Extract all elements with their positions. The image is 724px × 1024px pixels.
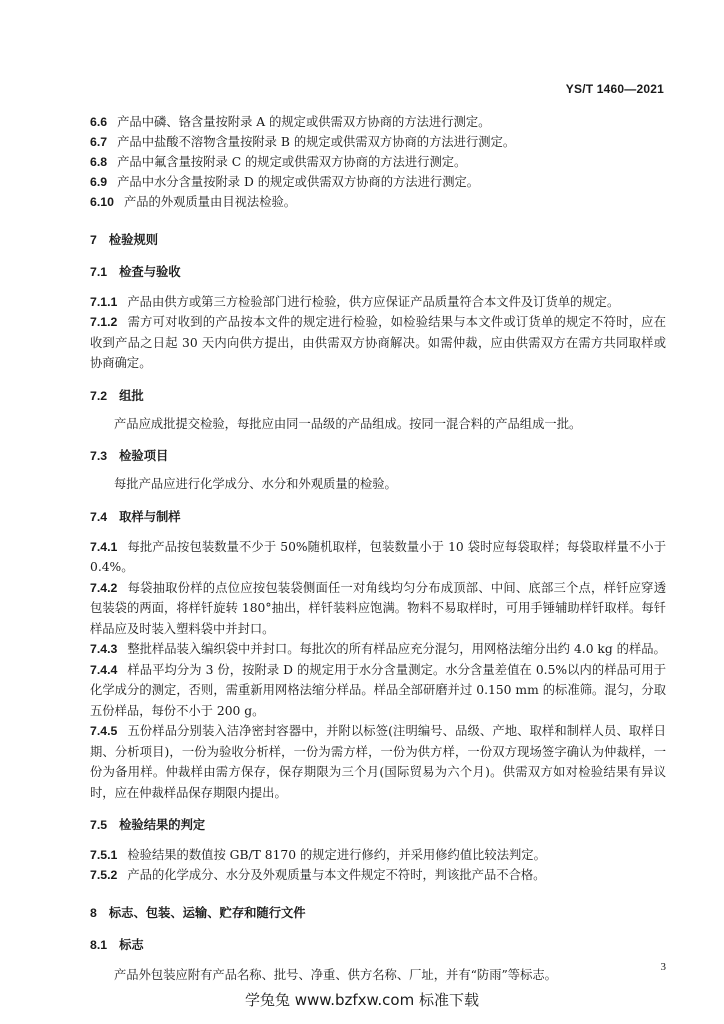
heading-number: 7 (90, 233, 97, 247)
clause-text: 检验结果的数值按 GB/T 8170 的规定进行修约，并采用修约值比较法判定。 (127, 848, 546, 862)
clause-number: 7.1.1 (90, 295, 118, 309)
clause-number: 7.1.2 (90, 315, 118, 329)
heading-number: 7.4 (90, 509, 108, 524)
clause-6-7 (90, 132, 666, 152)
heading-number: 8.1 (90, 938, 108, 952)
clause-number: 7.5.2 (90, 868, 118, 882)
clause-text: 整批样品装入编织袋中并封口。每批次的所有样品应充分混匀，用网格法缩分出约 4.0 kg 的样品。 (127, 642, 666, 656)
clause-number: 7.4.1 (90, 539, 118, 554)
document-body (90, 112, 666, 986)
clause-number: 6.7 (90, 135, 108, 149)
clause-7-1-2 (90, 312, 666, 374)
clause-number: 7.4.5 (90, 724, 118, 738)
clause-text: 产品由供方或第三方检验部门进行检验，供方应保证产品质量符合本文件及订货单的规定。 (127, 295, 620, 309)
clause-text: 产品中磷、铬含量按附录 A 的规定或供需双方协商的方法进行测定。 (117, 115, 491, 129)
paragraph-7-3: 每批产品应进行化学成分、水分和外观质量的检验。 (114, 477, 397, 491)
clause-number: 7.5.1 (90, 848, 118, 862)
heading-title: 取样与制样 (119, 509, 181, 524)
clause-text: 样品平均分为 3 份，按附录 D 的规定用于水分含量测定。水分含量差值在 0.5%以内的样品可用于化学成分的测定，否则，需重新用网格法缩分样品。样品全部研磨并过 0.150 mm 的标准筛。混匀，分取五份样品，每份不小于 200 g。 (90, 662, 666, 718)
heading-number: 7.1 (90, 265, 108, 279)
clause-7-4-1 (90, 537, 666, 578)
clause-text: 产品中氟含量按附录 C 的规定或供需双方协商的方法进行测定。 (117, 155, 467, 169)
clause-text: 每批产品按包装数量不少于 50%随机取样，包装数量小于 10 袋时应每袋取样；每袋取样量不小于 0.4%。 (90, 539, 666, 574)
heading-7-1 (90, 262, 666, 282)
paragraph-7-2: 产品应成批提交检验，每批应由同一品级的产品组成。按同一混合料的产品组成一批。 (114, 416, 582, 431)
clause-number: 6.8 (90, 155, 108, 169)
clause-7-1-1 (90, 292, 666, 312)
clause-7-4-2 (90, 578, 666, 640)
footer-watermark: 学兔兔 www.bzfxw.com 标准下载 (245, 991, 479, 1009)
clause-7-4-5 (90, 721, 666, 803)
paragraph-8-1: 产品外包装应附有产品名称、批号、净重、供方名称、厂址，并有“防雨”等标志。 (114, 968, 557, 982)
clause-7-4-4 (90, 660, 666, 722)
heading-title: 标志 (119, 938, 144, 952)
heading-7-4 (90, 507, 666, 527)
heading-title: 检验结果的判定 (119, 818, 206, 832)
clause-text: 产品中水分含量按附录 D 的规定或供需双方协商的方法进行测定。 (117, 175, 480, 189)
document-code: YS/T 1460—2021 (565, 82, 664, 96)
clause-7-5-2 (90, 865, 666, 885)
clause-number: 7.4.2 (90, 580, 118, 595)
heading-number: 7.2 (90, 388, 108, 403)
heading-title: 组批 (119, 388, 144, 403)
clause-number: 6.6 (90, 115, 108, 129)
clause-number: 6.9 (90, 175, 108, 189)
heading-number: 8 (90, 906, 97, 920)
heading-title: 检查与验收 (119, 265, 181, 279)
page-number: 3 (660, 961, 666, 973)
clause-number: 7.4.3 (90, 642, 118, 656)
clause-text: 每袋抽取份样的点位应按包装袋侧面任一对角线均匀分布成顶部、中间、底部三个点，样钎应穿透包装袋的两面，将样钎旋转 180°抽出，样钎装料应饱满。物料不易取样时，可用手锤辅助样钎取样。每钎样品应及时装入塑料袋中并封口。 (90, 580, 666, 636)
heading-7-5 (90, 815, 666, 835)
heading-number: 7.5 (90, 818, 108, 832)
clause-text: 产品的化学成分、水分及外观质量与本文件规定不符时，判该批产品不合格。 (127, 868, 546, 882)
clause-7-5-1 (90, 845, 666, 865)
heading-title: 标志、包装、运输、贮存和随行文件 (108, 906, 306, 920)
clause-text: 五份样品分别装入洁净密封容器中，并附以标签(注明编号、品级、产地、取样和制样人员、取样日期、分析项目)，一份为验收分析样，一份为需方样，一份为供方样，一份双方现场签字确认为仲裁样，一份为备用样。仲裁样由需方保存，保存期限为三个月(国际贸易为六个月)。供需双方如对检验结果有异议时，应在仲裁样品保存期限内提出。 (90, 724, 666, 800)
clause-6-10 (90, 192, 666, 212)
heading-8 (90, 903, 666, 923)
clause-7-4-3 (90, 639, 666, 660)
clause-text: 产品的外观质量由目视法检验。 (123, 195, 297, 209)
clause-number: 7.4.4 (90, 662, 118, 677)
clause-6-6 (90, 112, 666, 132)
heading-7 (90, 230, 666, 250)
clause-6-8 (90, 152, 666, 172)
heading-number: 7.3 (90, 449, 108, 463)
heading-title: 检验项目 (119, 449, 169, 463)
heading-7-2 (90, 386, 666, 406)
clause-number: 6.10 (90, 195, 114, 209)
clause-text: 需方可对收到的产品按本文件的规定进行检验，如检验结果与本文件或订货单的规定不符时，应在收到产品之日起 30 天内向供方提出，由供需双方协商解决。如需仲裁，应由供需双方在需方共同取样或协商确定。 (90, 315, 666, 370)
clause-text: 产品中盐酸不溶物含量按附录 B 的规定或供需双方协商的方法进行测定。 (117, 135, 516, 149)
clause-6-9 (90, 172, 666, 192)
heading-title: 检验规则 (108, 233, 159, 247)
heading-8-1 (90, 935, 666, 955)
heading-7-3 (90, 446, 666, 466)
